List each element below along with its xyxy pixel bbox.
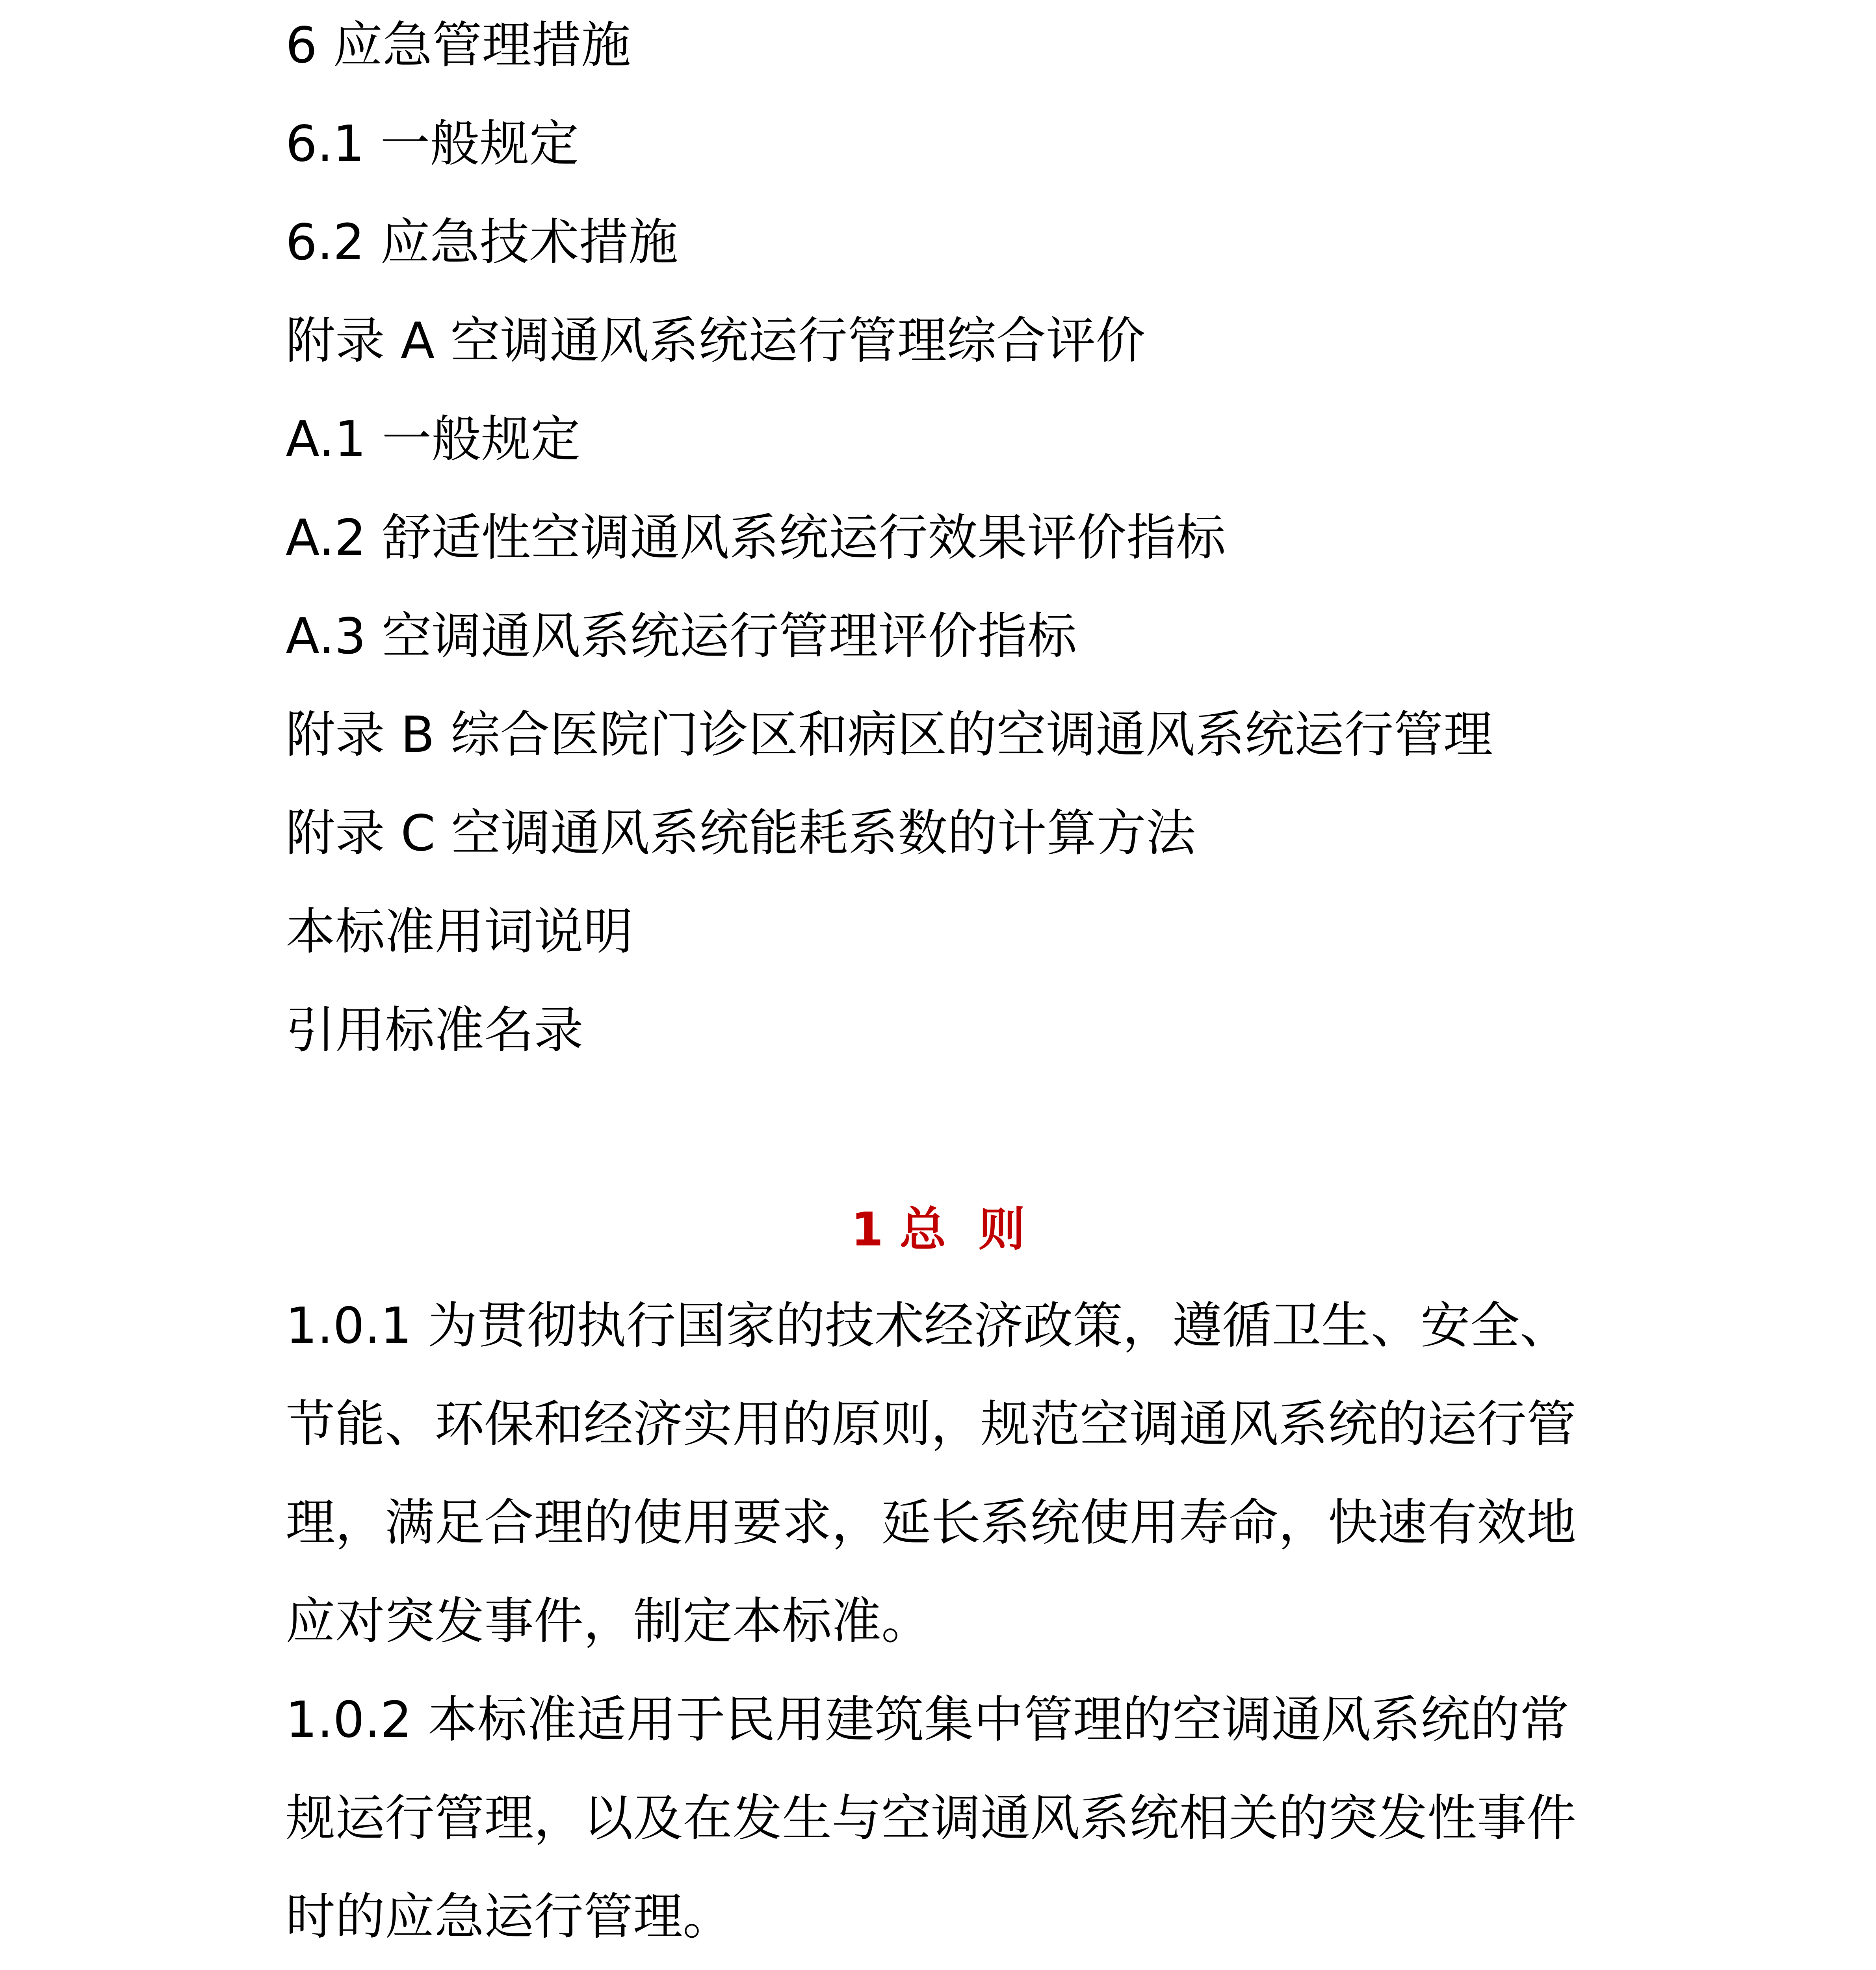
paragraph-line: 理，满足合理的使用要求，延长系统使用寿命，快速有效地 bbox=[286, 1494, 1576, 1552]
section-heading: 1 总 则 bbox=[851, 1202, 1025, 1256]
paragraph-line: 节能、环保和经济实用的原则，规范空调通风系统的运行管 bbox=[286, 1395, 1576, 1453]
toc-entry-appendix-b: 附录 B 综合医院门诊区和病区的空调通风系统运行管理 bbox=[286, 706, 1493, 764]
toc-entry-6: 6 应急管理措施 bbox=[286, 16, 631, 74]
toc-entry-appendix-c: 附录 C 空调通风系统能耗系数的计算方法 bbox=[286, 804, 1196, 862]
paragraph-line: 时的应急运行管理。 bbox=[286, 1888, 732, 1946]
toc-entry-a-2: A.2 舒适性空调通风系统运行效果评价指标 bbox=[286, 509, 1226, 567]
toc-entry-a-1: A.1 一般规定 bbox=[286, 410, 581, 468]
paragraph-line: 1.0.2 本标准适用于民用建筑集中管理的空调通风系统的常 bbox=[286, 1691, 1570, 1749]
toc-entry-a-3: A.3 空调通风系统运行管理评价指标 bbox=[286, 607, 1077, 665]
paragraph-line: 应对突发事件，制定本标准。 bbox=[286, 1592, 931, 1650]
toc-entry-references: 引用标准名录 bbox=[286, 1001, 583, 1059]
paragraph-line: 1.0.1 为贯彻执行国家的技术经济政策，遵循卫生、安全、 bbox=[286, 1297, 1570, 1355]
toc-entry-appendix-a: 附录 A 空调通风系统运行管理综合评价 bbox=[286, 312, 1146, 370]
paragraph-line: 规运行管理，以及在发生与空调通风系统相关的突发性事件 bbox=[286, 1789, 1576, 1847]
toc-entry-6-2: 6.2 应急技术措施 bbox=[286, 213, 678, 271]
toc-entry-6-1: 6.1 一般规定 bbox=[286, 115, 579, 173]
toc-entry-wording: 本标准用词说明 bbox=[286, 903, 633, 961]
